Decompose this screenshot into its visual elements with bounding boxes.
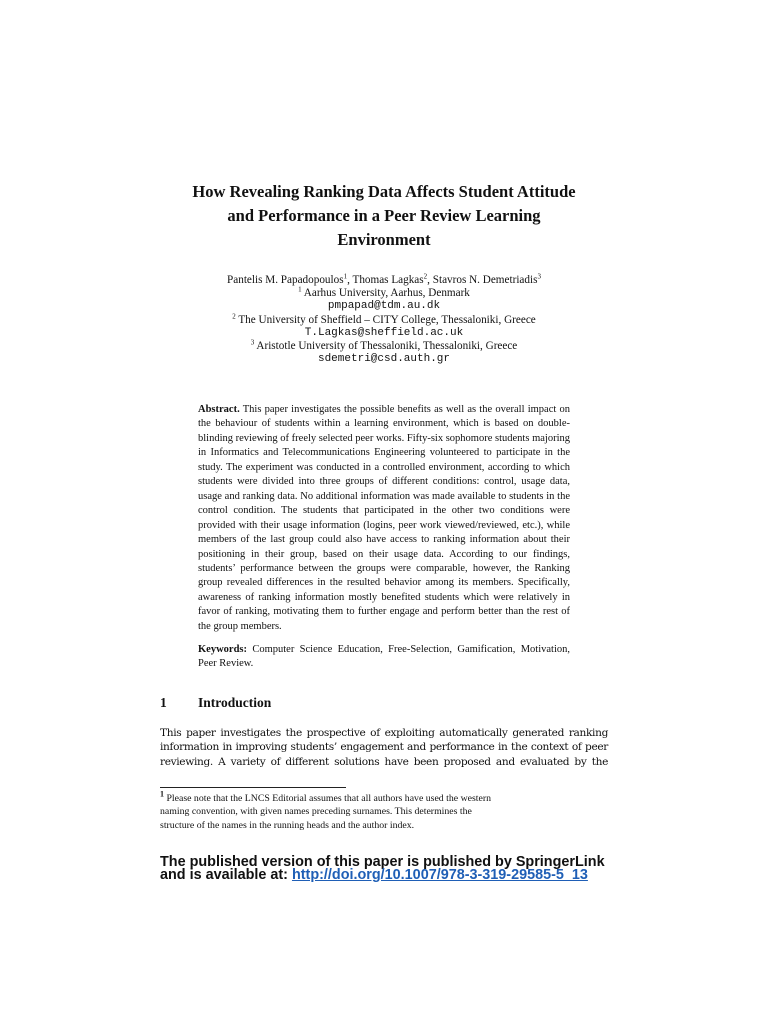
email-2: T.Lagkas@sheffield.ac.uk xyxy=(304,326,464,339)
footnote-divider xyxy=(160,787,346,788)
title-line-1: How Revealing Ranking Data Affects Student Attitude xyxy=(192,182,576,201)
section-heading xyxy=(160,695,460,711)
keywords-label: Keywords: xyxy=(198,644,247,655)
affiliation-1: $^1$ Aarhus University, Aarhus, Denmark xyxy=(298,285,470,300)
footnote-line-1: $^1$ Please note that the LNCS Editorial assumes that all authors have used the western xyxy=(160,789,492,804)
title-line-2: and Performance in a Peer Review Learning xyxy=(227,206,541,225)
published-notice xyxy=(160,856,630,882)
footnote-line-2: naming convention, with given names preceding surnames. This determines the xyxy=(160,806,472,818)
title-line-3: Environment xyxy=(337,230,431,249)
intro-line-1: This paper investigates the prospective of exploiting automatically generated ranking xyxy=(160,727,608,739)
author-2: Thomas Lagkas xyxy=(352,274,424,286)
published-line-1: The published version of this paper is published by SpringerLink xyxy=(160,854,605,870)
author-3-sup: 3 xyxy=(537,272,541,281)
abstract-text: This paper investigates the possible benefits as well as the overall impact on the behaviour of students within a learning environment, which is based on double-blinding reviewing of freely selected peer works. Fifty-six sophomore students majoring in Informatics and Telecommunications Engineering volunteered to participate in the study. The experiment was conducted in a controlled environment, according to which students were divided into three groups of different conditions: control, usage data, usage and ranking data. No additional information was made available to students in the control condition. The students that participated in the other two conditions were provided with their usage information (logins, peer work viewed/reviewed, etc.), while members of the last group could also have access to ranking information about their positioning in their group, based on their usage data. According to our findings, students’ performance between the groups were comparable, however, the Ranking group revealed differences in the resulted behavior among its members. Specifically, awareness of ranking information mostly benefited students which were relatively in favor of ranking, motivating them to further engage and perform better than the rest of the group members. xyxy=(198,404,570,632)
email-3: sdemetri@csd.auth.gr xyxy=(317,353,451,366)
author-names: Pantelis M. Papadopoulos$^1$, Thomas Lagkas$^2$, Stavros N. Demetriadis$^3$ xyxy=(227,272,541,286)
paper-title xyxy=(150,180,618,252)
author-block xyxy=(120,274,648,366)
affiliation-2: $^2$ The University of Sheffield – CITY College, Thessaloniki, Greece xyxy=(232,311,536,326)
affiliation-3: $^3$ Aristotle University of Thessaloniki, Thessaloniki, Greece xyxy=(250,338,518,353)
footnote-marker: 1 xyxy=(160,789,164,799)
section-title: Introduction xyxy=(198,695,272,710)
author-1: Pantelis M. Papadopoulos xyxy=(227,274,344,286)
author-3: Stavros N. Demetriadis xyxy=(432,274,538,286)
doi-link[interactable]: http://doi.org/10.1007/978-3-319-29585-5_13 xyxy=(291,867,588,883)
section-number: 1 xyxy=(160,695,167,710)
author-2-sup: 2 xyxy=(423,272,428,281)
email-1: pmpapad@tdm.au.dk xyxy=(327,300,441,313)
published-line-2: and is available at: http://doi.org/10.1007/978-3-319-29585-5_13 xyxy=(160,867,588,883)
footnote-line-3: structure of the names in the running heads and the author index. xyxy=(160,819,415,831)
intro-line-2: information in improving students’ engagement and performance in the context of peer xyxy=(160,741,608,754)
abstract-label: Abstract. xyxy=(198,404,240,415)
intro-paragraph xyxy=(160,726,608,769)
keywords xyxy=(198,643,570,672)
keywords-text: Computer Science Education, Free-Selection, Gamification, Motivation, Peer Review. xyxy=(198,644,570,670)
abstract xyxy=(198,403,570,634)
footnote xyxy=(160,789,580,832)
intro-line-3: reviewing. A variety of different solutions have been proposed and evaluated by the xyxy=(160,755,608,768)
author-1-sup: 1 xyxy=(343,272,348,281)
